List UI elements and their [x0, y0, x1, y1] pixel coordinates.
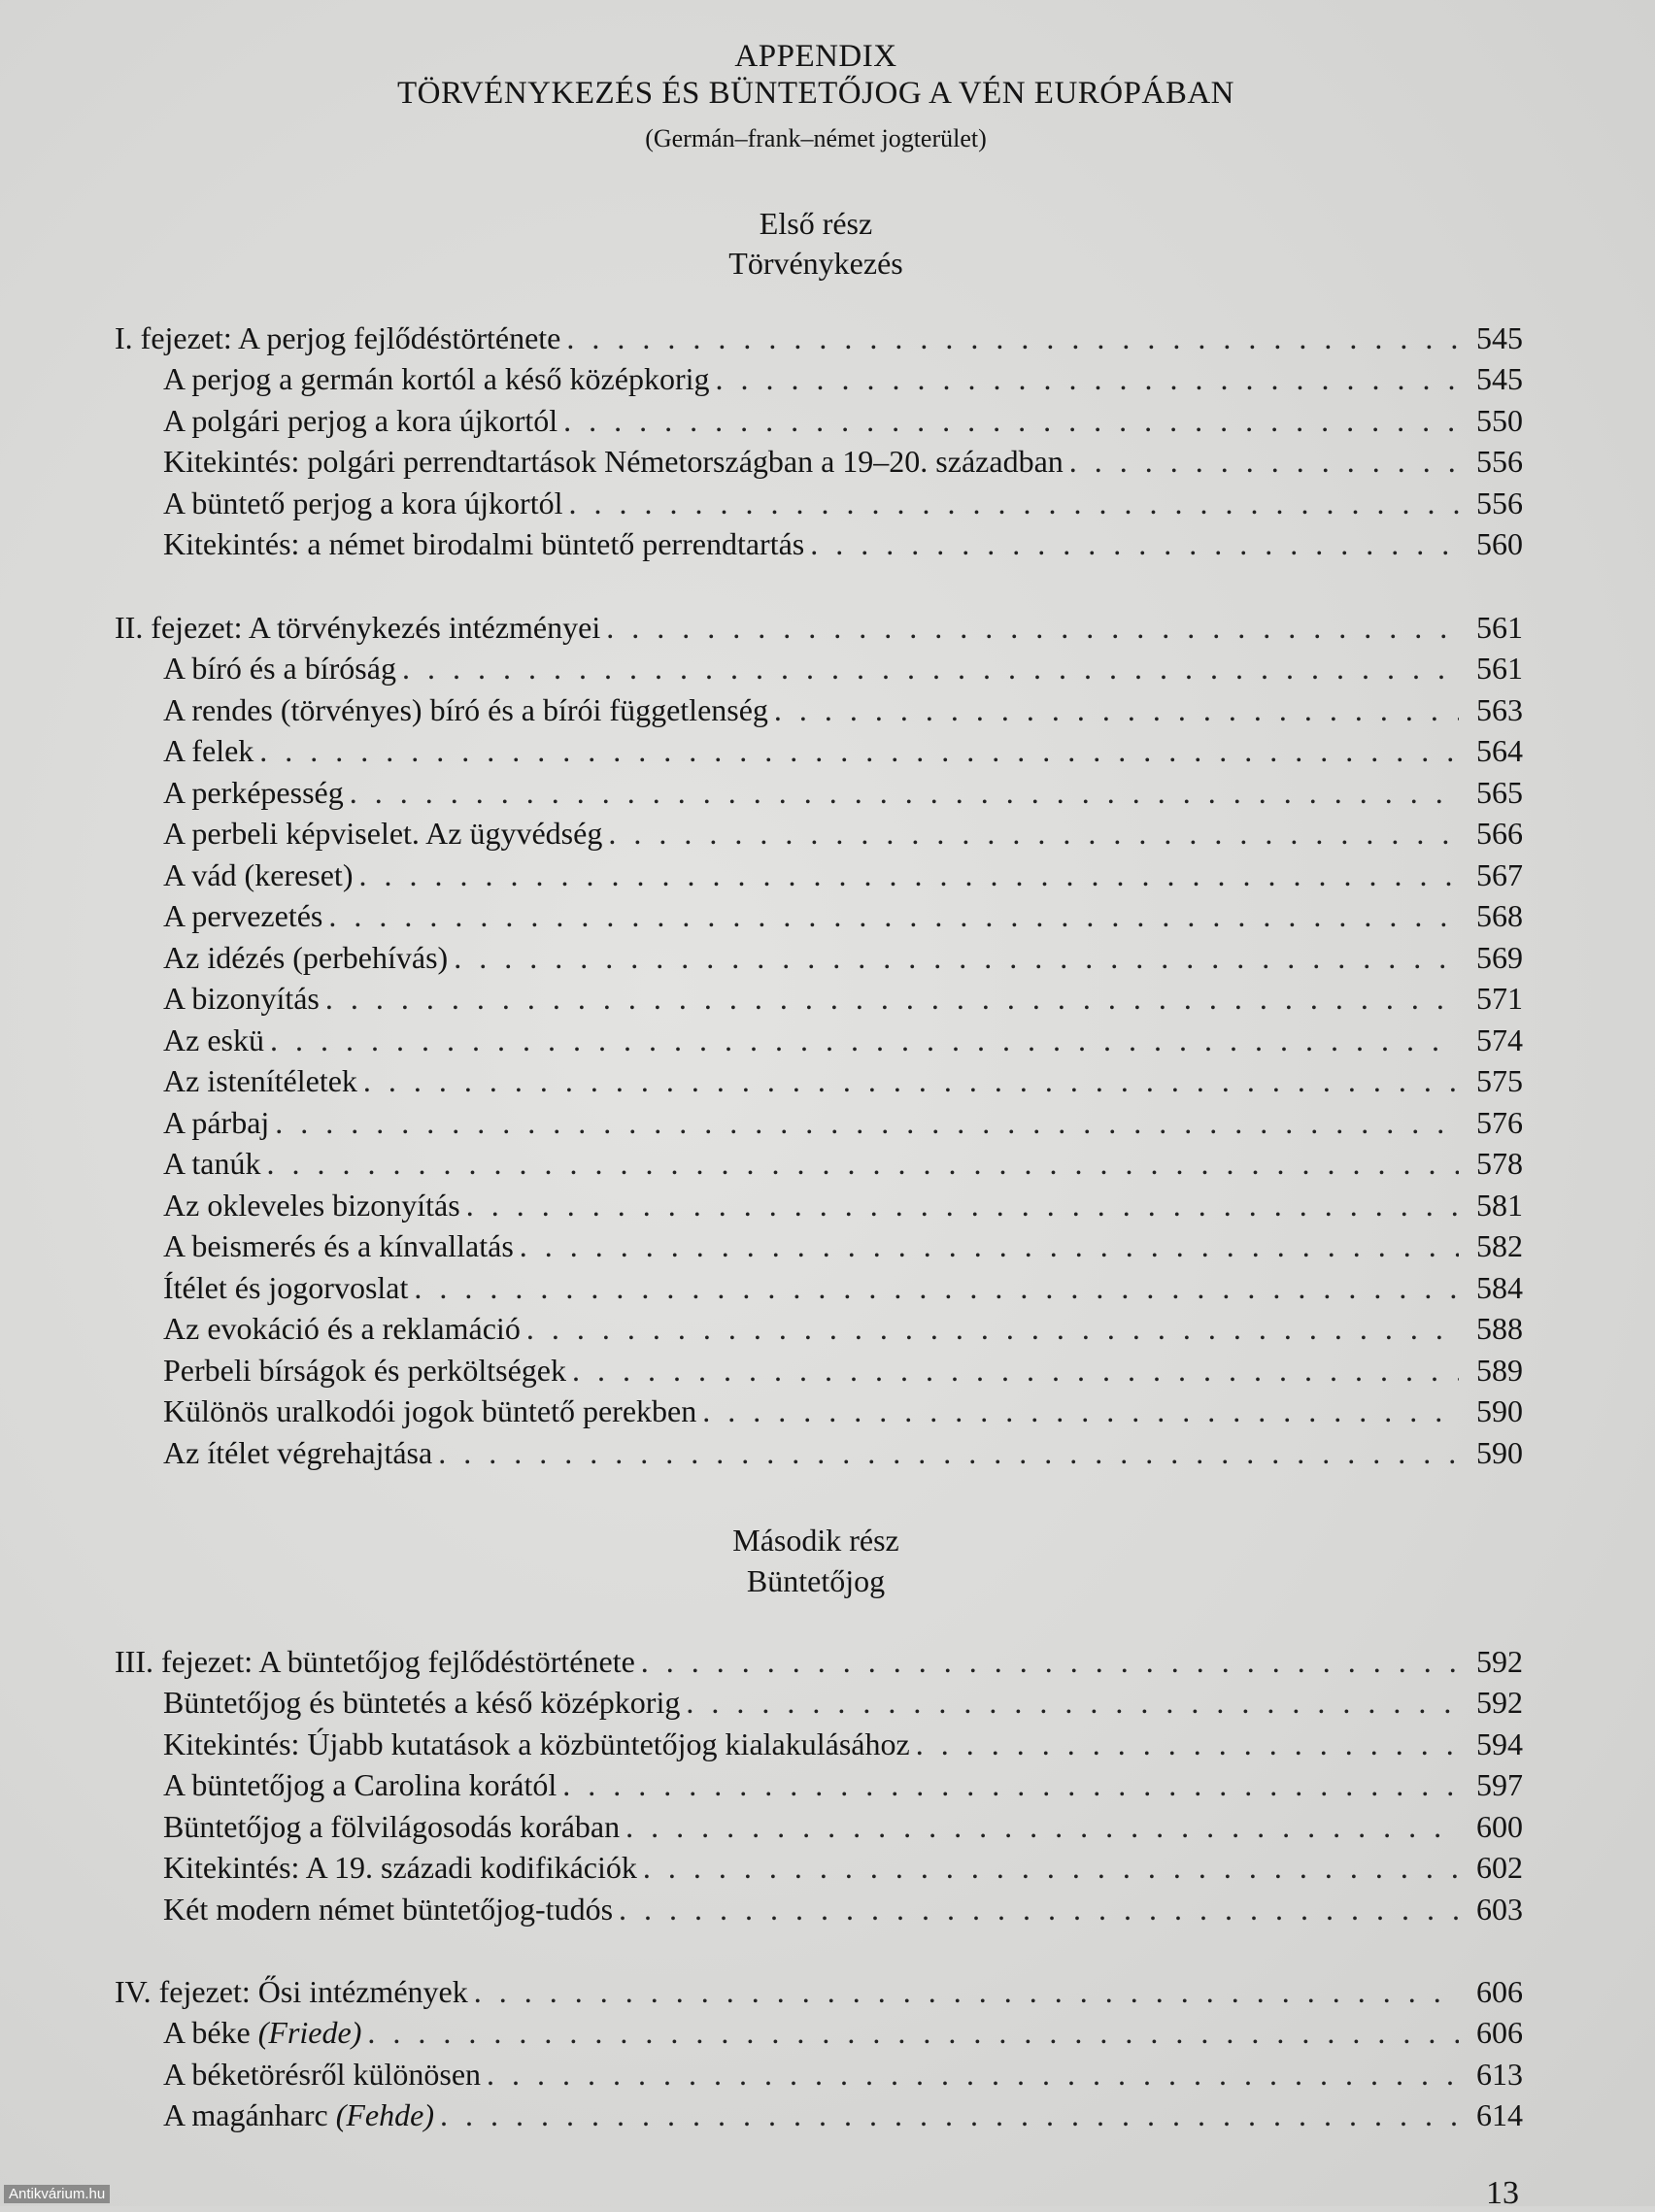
toc-entry-title — [115, 610, 606, 646]
toc-entry — [115, 816, 1523, 856]
toc-entry-title — [115, 1105, 275, 1141]
toc-page-number: 581 — [1476, 1188, 1523, 1223]
toc-entry — [115, 1188, 1523, 1228]
toc-entry — [115, 361, 1523, 402]
dot-leader — [454, 940, 1459, 976]
dot-leader — [363, 1063, 1459, 1099]
dot-leader — [916, 1726, 1459, 1762]
toc-entry-text: Az ítélet végrehajtása — [163, 1435, 433, 1470]
toc-entry-title — [115, 692, 774, 728]
toc-entry-text: A béke — [163, 2015, 258, 2050]
toc-entry-title — [115, 857, 358, 893]
subtitle: (Germán–frank–német jogterület) — [645, 124, 987, 152]
dot-leader — [568, 486, 1459, 521]
toc-entry — [115, 981, 1523, 1022]
toc-entry-text: Az eskü — [163, 1022, 264, 1057]
dot-leader — [774, 692, 1459, 728]
toc-entry-title — [115, 898, 328, 934]
toc-entry-title — [115, 1685, 686, 1721]
toc-page-number: 606 — [1476, 2015, 1523, 2050]
appendix-heading: APPENDIX — [734, 39, 897, 74]
toc-chapter — [115, 1974, 1523, 2015]
toc-entry-text: Az istenítéletek — [163, 1063, 357, 1098]
toc-entry-title — [115, 1311, 526, 1347]
toc-entry-text: A büntető perjog a kora újkortól — [163, 486, 563, 520]
toc-entry — [115, 940, 1523, 981]
toc-entry-text: A vád (kereset) — [163, 857, 354, 892]
dot-leader — [440, 2097, 1459, 2133]
toc-entry-title — [115, 403, 563, 439]
toc-entry-title — [115, 444, 1069, 480]
dot-leader — [325, 981, 1459, 1017]
toc-entry-italic: (Fehde) — [335, 2097, 434, 2132]
toc-page-number: 603 — [1476, 1892, 1523, 1927]
part2-title: Büntetőjog — [746, 1563, 886, 1598]
toc-page-number: 590 — [1476, 1393, 1523, 1428]
toc-entry-title — [115, 1809, 625, 1845]
page-number: 13 — [1486, 2175, 1519, 2211]
toc-entry-text: Kitekintés: a német birodalmi büntető perrendtartás — [163, 526, 805, 561]
dot-leader — [402, 651, 1459, 687]
toc-entry-text: A bizonyítás — [163, 981, 320, 1016]
toc-page-number: 584 — [1476, 1270, 1523, 1305]
toc-entry — [115, 1022, 1523, 1063]
dot-leader — [563, 403, 1459, 439]
toc-page-number: 550 — [1476, 403, 1523, 438]
toc-entry — [115, 1809, 1523, 1850]
toc-entry — [115, 526, 1523, 567]
toc-entry — [115, 2057, 1523, 2097]
toc-entry-title — [115, 1188, 466, 1223]
toc-entry-text: Az okleveles bizonyítás — [163, 1188, 460, 1223]
toc-entry-text: I. fejezet: A perjog fejlődéstörténete — [115, 320, 561, 355]
dot-leader — [328, 898, 1459, 934]
toc-entry-text: A perbeli képviselet. Az ügyvédség — [163, 816, 603, 851]
dot-leader — [810, 526, 1459, 562]
toc-entry — [115, 651, 1523, 691]
toc-entry — [115, 1270, 1523, 1311]
dot-leader — [414, 1270, 1459, 1306]
dot-leader — [702, 1393, 1459, 1429]
toc-entry — [115, 775, 1523, 816]
toc-entry-text: A bíró és a bíróság — [163, 651, 396, 686]
toc-page-number: 590 — [1476, 1435, 1523, 1470]
toc-entry-title — [115, 1974, 474, 2010]
toc-page-number: 556 — [1476, 444, 1523, 479]
toc-entry-title — [115, 320, 566, 356]
part1-title: Törvénykezés — [728, 246, 903, 281]
dot-leader — [572, 1353, 1459, 1389]
toc-page-number: 565 — [1476, 775, 1523, 810]
dot-leader — [474, 1974, 1459, 2010]
toc-entry-italic: (Friede) — [257, 2015, 362, 2050]
toc-entry-text: A béketörésről különösen — [163, 2057, 482, 2092]
toc-page-number: 567 — [1476, 857, 1523, 892]
toc-page-number: 576 — [1476, 1105, 1523, 1140]
toc-entry — [115, 1063, 1523, 1104]
toc-entry-text: A beismerés és a kínvallatás — [163, 1228, 514, 1263]
toc-entry-title — [115, 775, 350, 811]
toc-entry-title — [115, 1022, 270, 1058]
toc-entry — [115, 1393, 1523, 1434]
toc-entry-title — [115, 2057, 487, 2093]
toc-entry — [115, 857, 1523, 898]
toc-chapter — [115, 320, 1523, 361]
toc-chapter — [115, 610, 1523, 651]
toc-entry-title — [115, 816, 608, 852]
toc-entry-title — [115, 1850, 643, 1886]
toc-page-number: 556 — [1476, 486, 1523, 520]
toc-entry — [115, 1146, 1523, 1187]
toc-entry-text: A büntetőjog a Carolina korától — [163, 1767, 557, 1802]
toc-entry-title — [115, 1767, 562, 1803]
toc-page-number: 575 — [1476, 1063, 1523, 1098]
dot-leader — [1069, 444, 1459, 480]
toc-entry-title — [115, 1146, 266, 1182]
toc-page-number: 568 — [1476, 898, 1523, 933]
toc-entry-title — [115, 981, 325, 1017]
toc-page-number: 594 — [1476, 1726, 1523, 1761]
toc-entry — [115, 1353, 1523, 1393]
toc-page-number: 597 — [1476, 1767, 1523, 1802]
toc-entry-text: Kitekintés: A 19. századi kodifikációk — [163, 1850, 637, 1885]
dot-leader — [270, 1022, 1459, 1058]
toc-entry-title — [115, 1228, 520, 1264]
dot-leader — [566, 320, 1459, 356]
toc-entry-text: Ítélet és jogorvoslat — [163, 1270, 409, 1305]
toc-entry-title — [115, 1644, 641, 1680]
dot-leader — [487, 2057, 1459, 2093]
toc-page-number: 563 — [1476, 692, 1523, 727]
toc-page-number: 613 — [1476, 2057, 1523, 2092]
toc-page-number: 588 — [1476, 1311, 1523, 1346]
toc-entry-title — [115, 651, 402, 687]
toc-entry — [115, 1685, 1523, 1726]
toc-entry-title — [115, 733, 259, 769]
toc-page-number: 571 — [1476, 981, 1523, 1016]
part2-label: Második rész — [732, 1523, 899, 1558]
toc-entry — [115, 486, 1523, 526]
toc-entry — [115, 1228, 1523, 1269]
toc-page-number: 566 — [1476, 816, 1523, 851]
toc-entry-text: III. fejezet: A büntetőjog fejlődéstörténete — [115, 1644, 635, 1679]
main-title: TÖRVÉNYKEZÉS ÉS BÜNTETŐJOG A VÉN EURÓPÁBAN — [396, 76, 1235, 111]
toc-entry-text: A perjog a germán kortól a késő középkorig — [163, 361, 710, 396]
dot-leader — [608, 816, 1459, 852]
dot-leader — [643, 1850, 1459, 1886]
toc-entry-text: Kitekintés: polgári perrendtartások Németországban a 19–20. században — [163, 444, 1064, 479]
toc-chapter — [115, 1644, 1523, 1685]
toc-entry-text: A pervezetés — [163, 898, 323, 933]
dot-leader — [641, 1644, 1459, 1680]
toc-page-number: 545 — [1476, 320, 1523, 355]
toc-entry-title — [115, 361, 716, 397]
toc-entry-text: A magánharc — [163, 2097, 336, 2132]
toc-entry-title — [115, 1892, 619, 1927]
toc-entry — [115, 1311, 1523, 1352]
toc-entry-title — [115, 1353, 572, 1389]
toc-entry-title — [115, 1393, 702, 1429]
toc-entry-text: Perbeli bírságok és perköltségek — [163, 1353, 566, 1388]
toc-entry-text: Kitekintés: Újabb kutatások a közbüntetőjog kialakulásához — [163, 1726, 910, 1761]
toc-entry-text: A polgári perjog a kora újkortól — [163, 403, 558, 438]
toc-entry-text: A rendes (törvényes) bíró és a bírói függetlenség — [163, 692, 768, 727]
dot-leader — [686, 1685, 1459, 1721]
toc-entry-text: Büntetőjog a fölvilágosodás korában — [163, 1809, 621, 1844]
toc-page-number: 561 — [1476, 610, 1523, 645]
dot-leader — [438, 1435, 1459, 1471]
toc-page-number: 578 — [1476, 1146, 1523, 1181]
toc-page-number: 614 — [1476, 2097, 1523, 2132]
dot-leader — [562, 1767, 1459, 1803]
toc-entry-title — [115, 1435, 438, 1471]
dot-leader — [266, 1146, 1459, 1182]
toc-entry — [115, 1726, 1523, 1767]
toc-entry-text: Különös uralkodói jogok büntető perekben — [163, 1393, 697, 1428]
toc-entry-title — [115, 1270, 414, 1306]
dot-leader — [275, 1105, 1459, 1141]
toc-entry — [115, 692, 1523, 733]
toc-entry — [115, 2015, 1523, 2056]
toc-page-number: 592 — [1476, 1685, 1523, 1720]
toc-page-number: 582 — [1476, 1228, 1523, 1263]
dot-leader — [466, 1188, 1459, 1223]
dot-leader — [606, 610, 1459, 646]
toc-entry-text: A párbaj — [163, 1105, 270, 1140]
toc-entry-title — [115, 2097, 440, 2133]
toc-entry-text: A felek — [163, 733, 254, 768]
toc-page-number: 574 — [1476, 1022, 1523, 1057]
toc-entry-title — [115, 940, 454, 976]
toc-page-number: 600 — [1476, 1809, 1523, 1844]
toc-entry-title — [115, 1726, 916, 1762]
dot-leader — [259, 733, 1459, 769]
toc-page-number: 592 — [1476, 1644, 1523, 1679]
toc-entry-title — [115, 1063, 363, 1099]
toc-entry-text: II. fejezet: A törvénykezés intézményei — [115, 610, 601, 645]
dot-leader — [526, 1311, 1459, 1347]
toc-entry — [115, 1850, 1523, 1891]
part1-label: Első rész — [759, 206, 873, 241]
toc-entry — [115, 898, 1523, 939]
dot-leader — [358, 857, 1459, 893]
dot-leader — [619, 1892, 1459, 1927]
toc-entry — [115, 403, 1523, 444]
toc-entry-text: Az evokáció és a reklamáció — [163, 1311, 521, 1346]
toc-entry-title — [115, 2015, 367, 2051]
toc-entry — [115, 2097, 1523, 2138]
toc-entry — [115, 733, 1523, 774]
toc-page-number: 560 — [1476, 526, 1523, 561]
toc-entry-title — [115, 486, 568, 521]
toc-page-number: 564 — [1476, 733, 1523, 768]
dot-leader — [625, 1809, 1459, 1845]
toc-page-number: 545 — [1476, 361, 1523, 396]
toc-entry-text: Az idézés (perbehívás) — [163, 940, 449, 975]
dot-leader — [367, 2015, 1459, 2051]
toc-entry — [115, 444, 1523, 485]
toc-entry-text: IV. fejezet: Ősi intézmények — [115, 1974, 468, 2009]
toc-page-number: 589 — [1476, 1353, 1523, 1388]
toc-page-number: 602 — [1476, 1850, 1523, 1885]
toc-entry — [115, 1767, 1523, 1808]
toc-entry-text: A tanúk — [163, 1146, 261, 1181]
watermark: Antikvárium.hu — [4, 2185, 110, 2203]
toc-entry — [115, 1105, 1523, 1146]
toc-page-number: 569 — [1476, 940, 1523, 975]
toc-entry — [115, 1435, 1523, 1476]
dot-leader — [520, 1228, 1459, 1264]
toc-entry-text: A perképesség — [163, 775, 344, 810]
toc-page-number: 561 — [1476, 651, 1523, 686]
toc-entry-title — [115, 526, 810, 562]
toc-entry-text: Két modern német büntetőjog-tudós — [163, 1892, 614, 1927]
toc-entry — [115, 1892, 1523, 1932]
toc-entry-text: Büntetőjog és büntetés a késő középkorig — [163, 1685, 681, 1720]
dot-leader — [716, 361, 1460, 397]
dot-leader — [350, 775, 1459, 811]
toc-page-number: 606 — [1476, 1974, 1523, 2009]
